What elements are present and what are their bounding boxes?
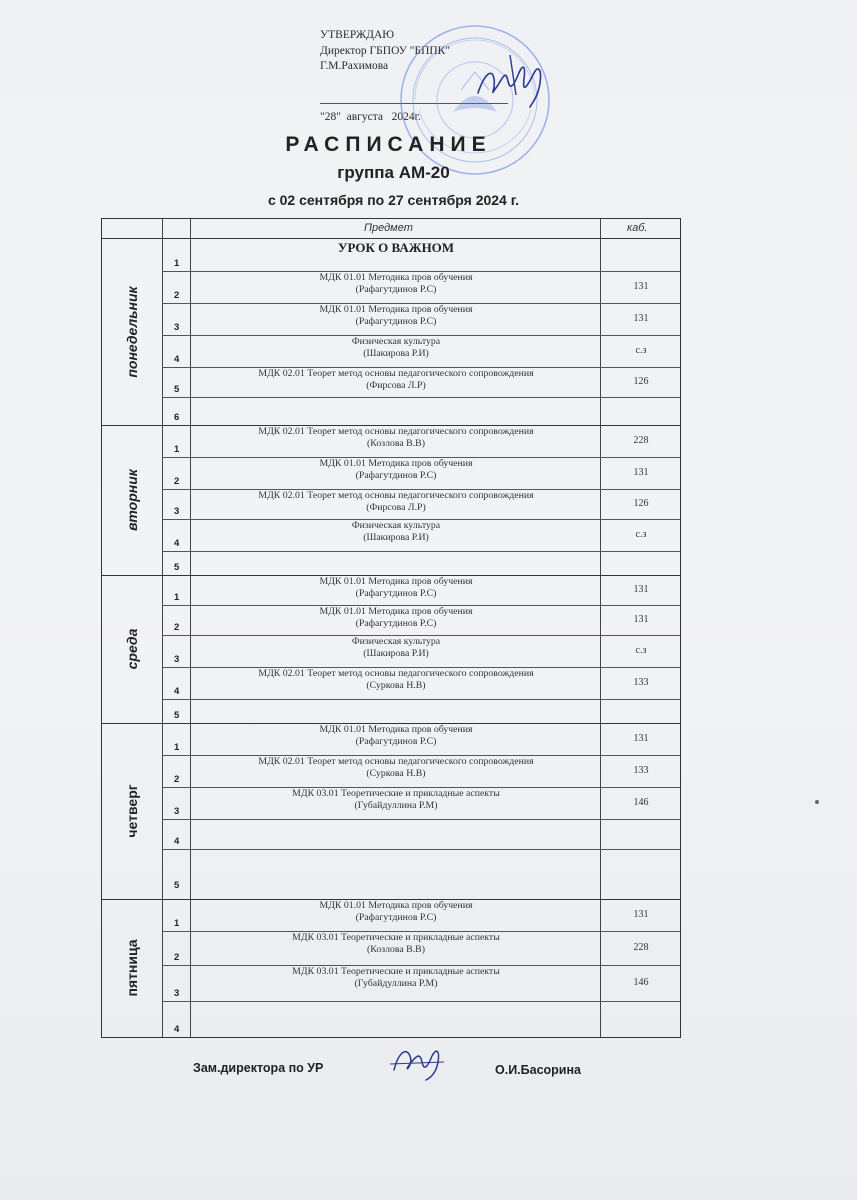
subject-title: МДК 03.01 Теоретические и прикладные аспекты	[292, 966, 500, 977]
subject-teacher: (Шакирова Р.И)	[363, 348, 429, 359]
lesson-subject	[192, 490, 600, 514]
speck	[815, 800, 819, 804]
table-row	[162, 239, 680, 271]
day-label-cell	[102, 239, 162, 425]
subject-title: МДК 02.01 Теорет метод основы педагогического сопровождения	[258, 426, 534, 437]
lesson-subject	[192, 606, 600, 630]
table-row	[162, 335, 680, 367]
day-name: среда	[124, 628, 140, 670]
table-row	[162, 819, 680, 849]
lesson-subject	[192, 426, 600, 450]
subject-title: МДК 01.01 Методика пров обучения	[319, 724, 473, 735]
lesson-number: 4	[174, 686, 180, 697]
subject-teacher: (Козлова В.В)	[367, 944, 425, 955]
director-signature	[470, 45, 550, 115]
subject-title: МДК 01.01 Методика пров обучения	[319, 458, 473, 469]
room-number: 131	[633, 467, 649, 478]
lesson-number: 3	[174, 506, 180, 517]
lesson-subject	[192, 520, 600, 544]
approval-heading: УТВЕРЖДАЮ	[320, 29, 395, 41]
page-title: РАСПИСАНИЕ	[285, 133, 492, 156]
room-number: 131	[633, 281, 649, 292]
room-number: 133	[633, 677, 649, 688]
table-row	[162, 635, 680, 667]
subject-teacher: (Рафагутдинов Р.С)	[355, 316, 437, 327]
lesson-number: 1	[174, 258, 180, 269]
lesson-subject	[192, 788, 600, 812]
subject-title: Физическая культура	[351, 336, 441, 347]
subject-title: МДК 01.01 Методика пров обучения	[319, 576, 473, 587]
table-row	[162, 667, 680, 699]
lesson-number: 3	[174, 806, 180, 817]
lesson-subject	[192, 576, 600, 600]
schedule-period: с 02 сентября по 27 сентября 2024 г.	[267, 192, 520, 208]
day-label-cell	[102, 723, 162, 899]
subject-title: МДК 02.01 Теорет метод основы педагогического сопровождения	[258, 668, 534, 679]
subject-teacher: (Рафагутдинов Р.С)	[355, 618, 437, 629]
lesson-number: 4	[174, 354, 180, 365]
footer-name: О.И.Басорина	[495, 1063, 581, 1077]
lesson-subject	[192, 304, 600, 328]
table-row	[162, 605, 680, 635]
subject-title: Физическая культура	[351, 520, 441, 531]
day-label-cell	[102, 899, 162, 1037]
subject-title: МДК 03.01 Теоретические и прикладные аспекты	[292, 788, 500, 799]
lesson-subject	[192, 636, 600, 660]
subject-title: МДК 01.01 Методика пров обучения	[319, 606, 473, 617]
lesson-number: 4	[174, 538, 180, 549]
subject-teacher: (Губайдуллина Р.М)	[354, 978, 438, 989]
day-name: понедельник	[124, 286, 140, 378]
lesson-number: 5	[174, 710, 180, 721]
subject-title: МДК 02.01 Теорет метод основы педагогического сопровождения	[258, 368, 534, 379]
lesson-number: 3	[174, 654, 180, 665]
room-number: 228	[633, 942, 649, 953]
schedule-table	[101, 218, 681, 1038]
room-number: 146	[633, 977, 649, 988]
day-label-cell	[102, 575, 162, 723]
table-row	[162, 425, 680, 457]
table-row	[162, 849, 680, 893]
table-row	[162, 723, 680, 755]
lesson-number: 2	[174, 476, 180, 487]
lesson-number: 1	[174, 918, 180, 929]
room-number: 146	[633, 797, 649, 808]
lesson-subject	[192, 368, 600, 392]
room-number: 126	[633, 498, 649, 509]
subject-teacher: (Козлова В.В)	[367, 438, 425, 449]
table-row	[162, 271, 680, 303]
lesson-subject	[192, 724, 600, 748]
room-number: 131	[633, 313, 649, 324]
lesson-subject	[192, 458, 600, 482]
table-row	[162, 899, 680, 931]
lesson-number: 5	[174, 384, 180, 395]
subject-teacher: (Рафагутдинов Р.С)	[355, 284, 437, 295]
table-row	[162, 931, 680, 965]
day-name: четверг	[124, 784, 140, 838]
subject-teacher: (Суркова Н.В)	[366, 680, 426, 691]
subject-title: МДК 03.01 Теоретические и прикладные аспекты	[292, 932, 500, 943]
lesson-number: 5	[174, 880, 180, 891]
room-number: 228	[633, 435, 649, 446]
lesson-subject	[192, 932, 600, 956]
lesson-subject	[192, 966, 600, 990]
room-number: с.з	[635, 645, 647, 656]
day-name: пятница	[124, 939, 140, 997]
subject-teacher: (Суркова Н.В)	[366, 768, 426, 779]
header-room: каб.	[627, 222, 648, 234]
lesson-number: 2	[174, 952, 180, 963]
table-row	[162, 965, 680, 1001]
room-number: с.з	[635, 345, 647, 356]
subject-title: МДК 01.01 Методика пров обучения	[319, 304, 473, 315]
table-header	[102, 219, 680, 239]
room-number: 131	[633, 614, 649, 625]
subject-teacher: (Шакирова Р.И)	[363, 532, 429, 543]
lesson-subject	[192, 668, 600, 692]
subject-teacher: (Рафагутдинов Р.С)	[355, 736, 437, 747]
room-number: 126	[633, 376, 649, 387]
lesson-subject	[192, 272, 600, 296]
subject-title: МДК 01.01 Методика пров обучения	[319, 900, 473, 911]
approval-name: Г.М.Рахимова	[320, 60, 389, 72]
room-number: с.з	[635, 529, 647, 540]
table-row	[162, 489, 680, 519]
table-row	[162, 787, 680, 819]
table-row	[162, 1001, 680, 1037]
lesson-number: 5	[174, 562, 180, 573]
subject-teacher: (Фирсова Л.Р)	[366, 502, 426, 513]
group-name: группа АМ-20	[337, 163, 450, 182]
table-row	[162, 519, 680, 551]
lesson-number: 3	[174, 322, 180, 333]
lesson-subject	[192, 756, 600, 780]
approval-position: Директор ГБПОУ "БППК"	[320, 44, 451, 57]
subject-title: МДК 02.01 Теорет метод основы педагогического сопровождения	[258, 756, 534, 767]
lesson-number: 2	[174, 290, 180, 301]
room-number: 131	[633, 733, 649, 744]
subject-teacher: (Фирсова Л.Р)	[366, 380, 426, 391]
day-label-cell	[102, 425, 162, 575]
table-row	[162, 303, 680, 335]
lesson-number: 2	[174, 622, 180, 633]
table-row	[162, 699, 680, 723]
subject-teacher: (Шакирова Р.И)	[363, 648, 429, 659]
lesson-number: 6	[174, 412, 180, 423]
table-row	[162, 575, 680, 605]
header-subject: Предмет	[364, 222, 413, 234]
table-row	[162, 367, 680, 397]
table-row	[162, 397, 680, 425]
approval-date: "28" августа 2024г.	[320, 111, 421, 123]
lesson-number: 4	[174, 1024, 180, 1035]
lesson-number: 4	[174, 836, 180, 847]
deputy-signature	[388, 1040, 448, 1082]
subject-title: УРОК О ВАЖНОМ	[337, 240, 455, 255]
subject-title: МДК 02.01 Теорет метод основы педагогического сопровождения	[258, 490, 534, 501]
table-row	[162, 551, 680, 575]
subject-title: МДК 01.01 Методика пров обучения	[319, 272, 473, 283]
lesson-number: 2	[174, 774, 180, 785]
lesson-number: 1	[174, 444, 180, 455]
room-number: 131	[633, 909, 649, 920]
lesson-number: 3	[174, 988, 180, 999]
footer-position: Зам.директора по УР	[193, 1061, 324, 1075]
subject-title: Физическая культура	[351, 636, 441, 647]
subject-teacher: (Рафагутдинов Р.С)	[355, 588, 437, 599]
room-number: 131	[633, 584, 649, 595]
lesson-number: 1	[174, 592, 180, 603]
table-row	[162, 457, 680, 489]
lesson-subject	[192, 336, 600, 360]
subject-teacher: (Губайдуллина Р.М)	[354, 800, 438, 811]
day-name: вторник	[124, 469, 140, 531]
subject-teacher: (Рафагутдинов Р.С)	[355, 912, 437, 923]
lesson-subject	[192, 242, 600, 254]
table-row	[162, 755, 680, 787]
lesson-subject	[192, 900, 600, 924]
room-number: 133	[633, 765, 649, 776]
subject-teacher: (Рафагутдинов Р.С)	[355, 470, 437, 481]
lesson-number: 1	[174, 742, 180, 753]
